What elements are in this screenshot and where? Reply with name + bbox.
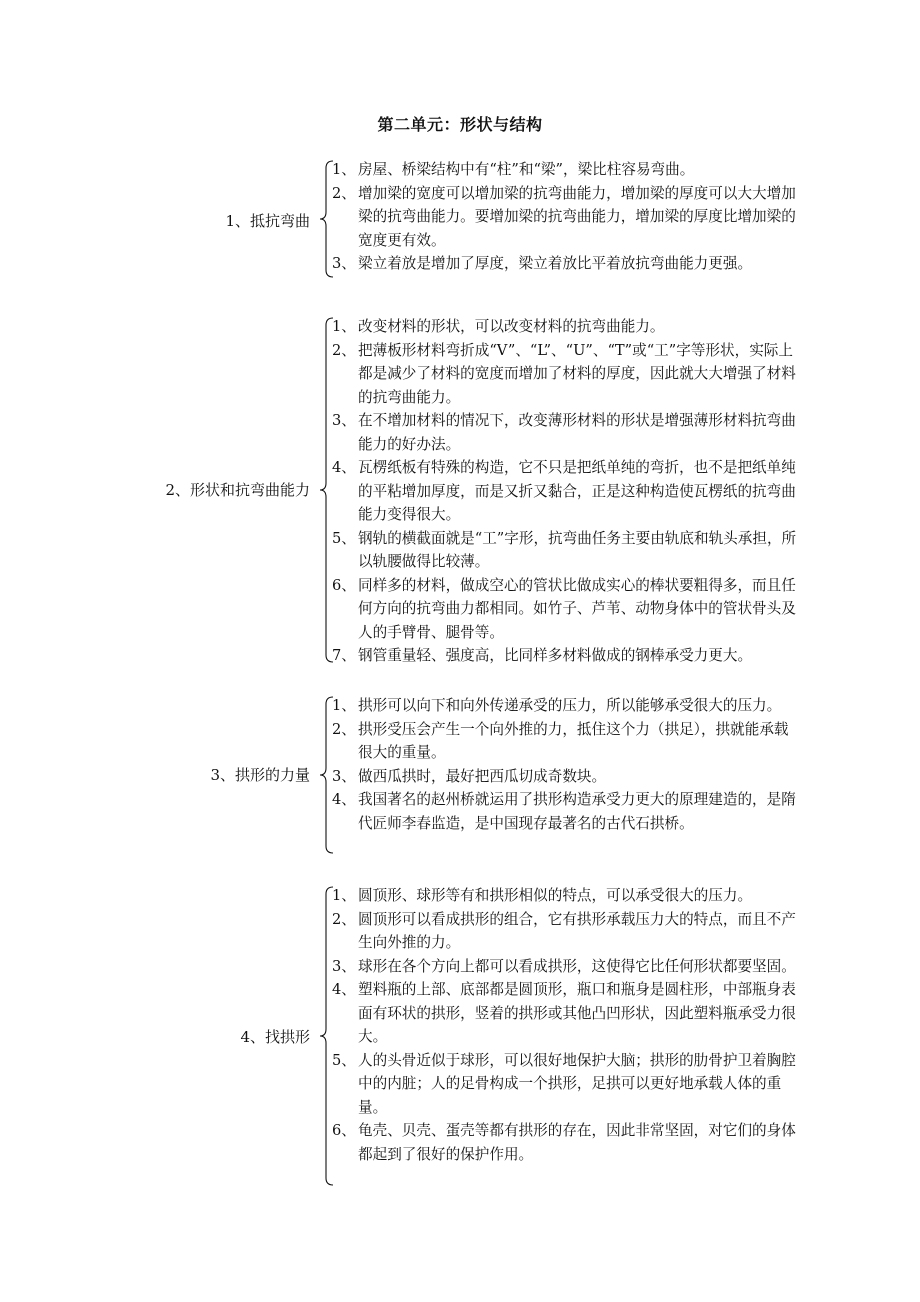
list-item xyxy=(332,182,802,253)
item-text: 塑料瓶的上部、底部都是圆顶形，瓶口和瓶身是圆柱形，中部瓶身表面有环状的拱形，竖着的拱形或其他凸凹形状，因此塑料瓶承受力很大。 xyxy=(358,981,796,1045)
list-item xyxy=(332,574,802,645)
list-item xyxy=(332,908,802,955)
item-text: 房屋、桥梁结构中有“柱”和“梁”，梁比柱容易弯曲。 xyxy=(358,161,695,178)
item-list xyxy=(332,884,802,1166)
item-number: 2、 xyxy=(332,184,356,202)
item-number: 1、 xyxy=(332,697,356,714)
list-item xyxy=(332,644,802,668)
item-text: 在不增加材料的情况下，改变薄形材料的形状是增强薄形材料抗弯曲能力的好办法。 xyxy=(358,412,796,453)
item-text: 圆顶形可以看成拱形的组合，它有拱形承载压力大的特点，而且不产生向外推的力。 xyxy=(358,910,796,951)
item-number: 6、 xyxy=(332,1122,356,1139)
item-list xyxy=(332,694,802,835)
item-text: 拱形受压会产生一个向外推的力，抵住这个力（拱足），拱就能承载很大的重量。 xyxy=(358,720,789,761)
item-text: 梁立着放是增加了厚度，梁立着放比平着放抗弯曲能力更强。 xyxy=(358,255,753,272)
item-text: 拱形可以向下和向外传递承受的压力，所以能够承受很大的压力。 xyxy=(358,697,782,714)
section-resist-bending xyxy=(0,158,920,278)
item-list xyxy=(332,315,802,668)
section-find-arches xyxy=(0,884,920,1194)
page-title: 第二单元：形状与结构 xyxy=(377,115,543,134)
list-item xyxy=(332,884,802,908)
item-number: 4、 xyxy=(332,791,356,808)
section-heading: 1、抵抗弯曲 xyxy=(225,212,310,230)
list-item xyxy=(332,1049,802,1120)
item-number: 1、 xyxy=(332,161,356,178)
item-number: 1、 xyxy=(332,318,356,335)
item-text: 圆顶形、球形等有和拱形相似的特点，可以承受很大的压力。 xyxy=(358,887,753,904)
list-item xyxy=(332,409,802,456)
list-item xyxy=(332,456,802,527)
list-item xyxy=(332,158,802,182)
item-text: 瓦楞纸板有特殊的构造，它不只是把纸单纯的弯折，也不是把纸单纯的平粘增加厚度，而是又折又黏合，正是这种构造使瓦楞纸的抗弯曲能力变得很大。 xyxy=(358,459,796,523)
section-shape-and-bending xyxy=(0,315,920,665)
item-number: 3、 xyxy=(332,412,356,429)
item-text: 钢管重量轻、强度高，比同样多材料做成的钢棒承受力更大。 xyxy=(358,647,753,664)
item-number: 5、 xyxy=(332,529,356,547)
list-item xyxy=(332,339,802,410)
item-number: 3、 xyxy=(332,255,356,272)
item-number: 6、 xyxy=(332,576,356,594)
item-text: 人的头骨近似于球形，可以很好地保护大脑；拱形的肋骨护卫着胸腔中的内脏；人的足骨构成一个拱形，足拱可以更好地承载人体的重量。 xyxy=(358,1051,796,1116)
item-text: 同样多的材料，做成空心的管状比做成实心的棒状要粗得多，而且任何方向的抗弯曲力都相同。如竹子、芦苇、动物身体中的管状骨头及人的手臂骨、腿骨等。 xyxy=(358,576,796,641)
item-number: 3、 xyxy=(332,957,356,975)
item-number: 5、 xyxy=(332,1051,356,1069)
item-text: 做西瓜拱时，最好把西瓜切成奇数块。 xyxy=(358,767,607,785)
item-list xyxy=(332,158,802,276)
item-number: 4、 xyxy=(332,981,356,998)
item-number: 1、 xyxy=(332,887,356,904)
list-item xyxy=(332,694,802,718)
section-heading: 4、找拱形 xyxy=(240,1028,310,1046)
list-item xyxy=(332,1119,802,1166)
list-item xyxy=(332,788,802,835)
item-text: 钢轨的横截面就是“工”字形，抗弯曲任务主要由轨底和轨头承担，所以轨腰做得比较薄。 xyxy=(358,529,797,570)
item-number: 3、 xyxy=(332,767,356,785)
section-heading: 2、形状和抗弯曲能力 xyxy=(165,481,310,499)
section-heading: 3、拱形的力量 xyxy=(210,766,310,784)
item-text: 我国著名的赵州桥就运用了拱形构造承受力更大的原理建造的，是隋代匠师李春监造，是中国现存最著名的古代石拱桥。 xyxy=(358,791,796,832)
item-number: 2、 xyxy=(332,720,356,738)
list-item xyxy=(332,527,802,574)
item-text: 龟壳、贝壳、蛋壳等都有拱形的存在，因此非常坚固，对它们的身体都起到了很好的保护作用。 xyxy=(358,1122,796,1163)
section-arch-strength xyxy=(0,694,920,859)
list-item xyxy=(332,765,802,789)
item-text: 球形在各个方向上都可以看成拱形，这使得它比任何形状都要坚固。 xyxy=(358,957,796,975)
list-item xyxy=(332,252,802,276)
list-item xyxy=(332,955,802,979)
item-number: 2、 xyxy=(332,341,356,359)
item-number: 4、 xyxy=(332,459,356,476)
list-item xyxy=(332,978,802,1049)
item-text: 增加梁的宽度可以增加梁的抗弯曲能力，增加梁的厚度可以大大增加梁的抗弯曲能力。要增加梁的抗弯曲能力，增加梁的厚度比增加梁的宽度更有效。 xyxy=(358,184,796,249)
item-text: 改变材料的形状，可以改变材料的抗弯曲能力。 xyxy=(358,318,665,335)
list-item xyxy=(332,718,802,765)
item-number: 7、 xyxy=(332,647,356,664)
list-item xyxy=(332,315,802,339)
item-text: 把薄板形材料弯折成“V”、“L”、“U”、“T”或“工”字等形状，实际上都是减少了材料的宽度而增加了材料的厚度，因此就大大增强了材料的抗弯曲能力。 xyxy=(358,341,796,406)
item-number: 2、 xyxy=(332,910,356,928)
